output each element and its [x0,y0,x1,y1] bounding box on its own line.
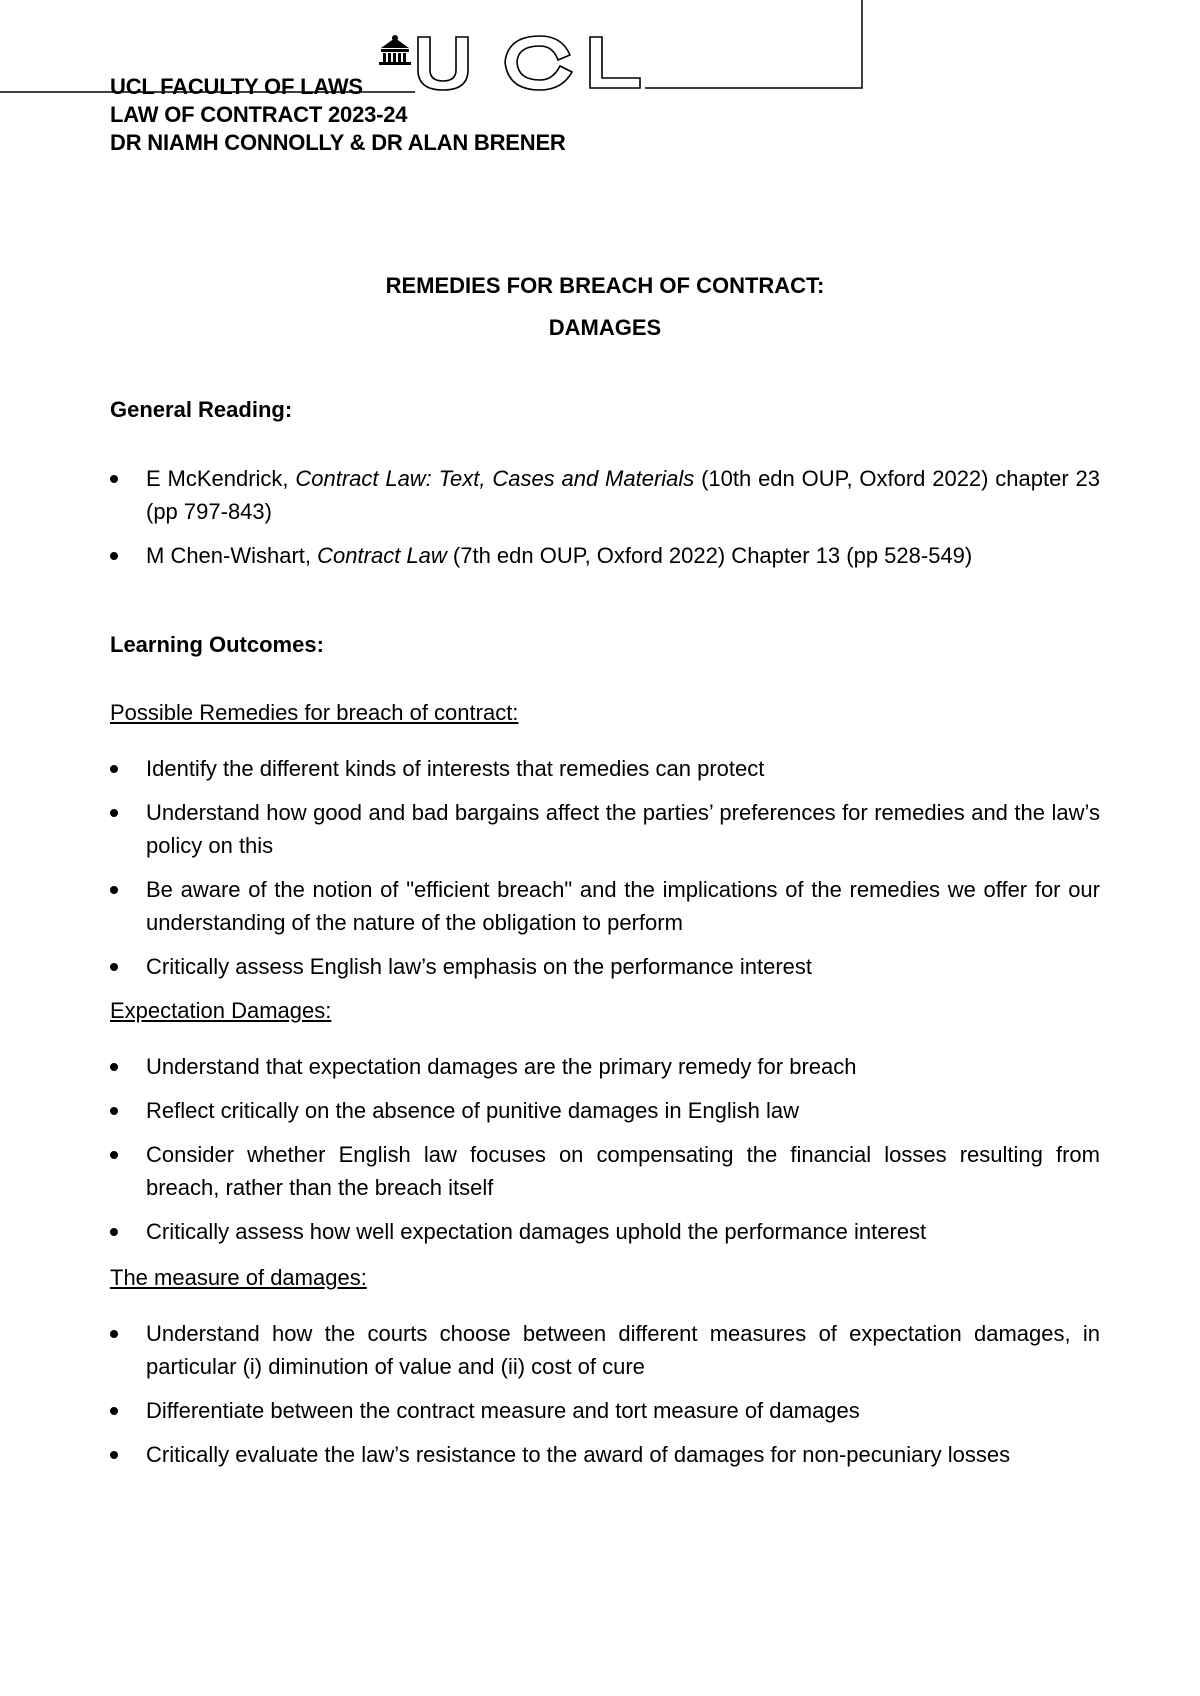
reading-item: E McKendrick, Contract Law: Text, Cases and Materials (10th edn OUP, Oxford 2022) chapter 23 (pp 797-843) [110,462,1100,528]
bullet-icon [110,475,118,483]
bullet-icon [110,1330,118,1338]
course-name: LAW OF CONTRACT 2023-24 [110,102,408,127]
section-heading-remedies: Possible Remedies for breach of contract: [110,700,519,725]
bullet-icon [110,809,118,817]
list-item: Identify the different kinds of interests that remedies can protect [110,752,1100,785]
lecturer-names: DR NIAMH CONNOLLY & DR ALAN BRENER [110,130,566,155]
bullet-icon [110,1151,118,1159]
bullet-icon [110,1407,118,1415]
list-item: Consider whether English law focuses on compensating the financial losses resulting from breach, rather than the breach itself [110,1138,1100,1204]
reading-item: M Chen-Wishart, Contract Law (7th edn OUP, Oxford 2022) Chapter 13 (pp 528-549) [110,539,1100,572]
bullet-icon [110,963,118,971]
portico-icon [379,35,411,65]
general-reading-heading: General Reading: [110,397,293,422]
section-heading-expectation: Expectation Damages: [110,998,332,1023]
bullet-icon [110,552,118,560]
bullet-icon [110,765,118,773]
faculty-name: UCL FACULTY OF LAWS [110,74,363,99]
document-title: REMEDIES FOR BREACH OF CONTRACT: [385,273,825,298]
list-item: Understand that expectation damages are the primary remedy for breach [110,1050,1100,1083]
outcomes-list-measure [110,1317,1100,1482]
list-item: Be aware of the notion of "efficient breach" and the implications of the remedies we offer for our understanding of the nature of the obligation to perform [110,873,1100,939]
list-item: Critically assess English law’s emphasis on the performance interest [110,950,1100,983]
list-item: Understand how the courts choose between different measures of expectation damages, in particular (i) diminution of value and (ii) cost of cure [110,1317,1100,1383]
list-item: Differentiate between the contract measure and tort measure of damages [110,1394,1100,1427]
document-header [110,73,566,157]
section-heading-measure: The measure of damages: [110,1265,367,1290]
outcomes-list-remedies [110,752,1100,994]
general-reading-list [110,462,1100,583]
outcomes-list-expectation [110,1050,1100,1259]
book-title: Contract Law [317,543,447,568]
bullet-icon [110,1451,118,1459]
bullet-icon [110,1228,118,1236]
list-item: Understand how good and bad bargains affect the parties’ preferences for remedies and the law’s policy on this [110,796,1100,862]
book-title: Contract Law: Text, Cases and Materials [295,466,695,491]
document-subtitle: DAMAGES [548,315,662,340]
bullet-icon [110,1107,118,1115]
list-item: Critically evaluate the law’s resistance to the award of damages for non-pecuniary losses [110,1438,1100,1471]
list-item: Reflect critically on the absence of punitive damages in English law [110,1094,1100,1127]
bullet-icon [110,886,118,894]
learning-outcomes-heading: Learning Outcomes: [110,632,324,657]
bullet-icon [110,1063,118,1071]
list-item: Critically assess how well expectation damages uphold the performance interest [110,1215,1100,1248]
